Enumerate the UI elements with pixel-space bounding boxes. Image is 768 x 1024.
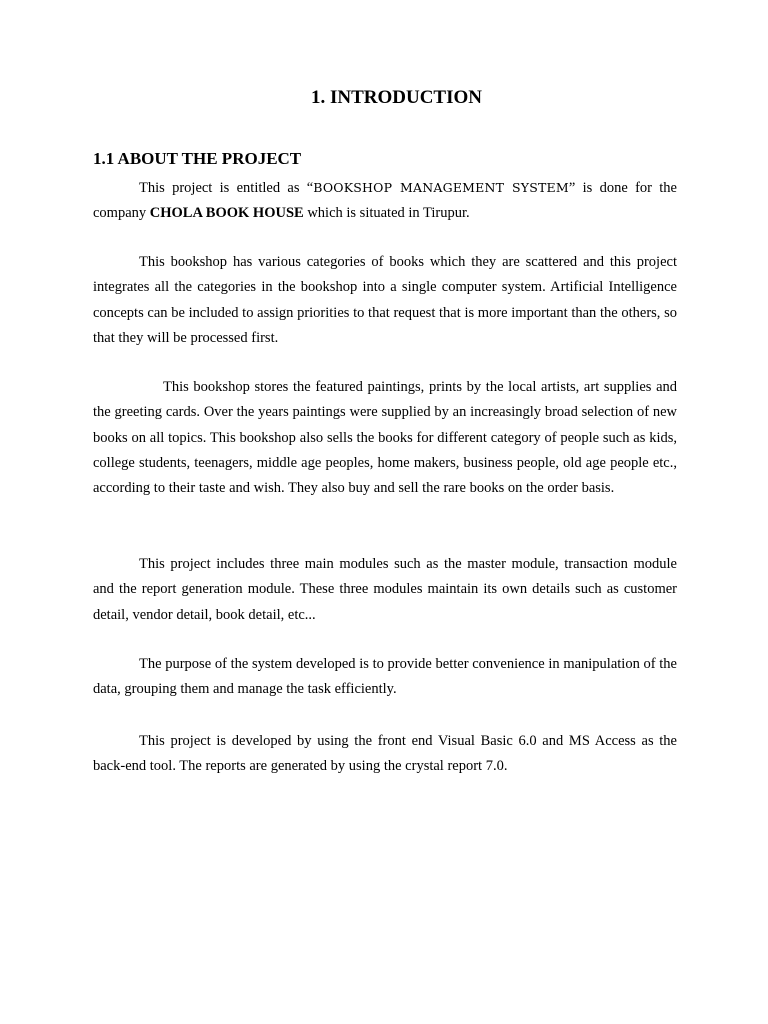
paragraph-project-title [93, 175, 677, 227]
paragraph-text: This bookshop stores the featured paintings, prints by the local artists, art supplies and the greeting cards. Over the years paintings were supplied by an increasingly broad selection of new books on all topics. This bookshop also sells the books for different category of people such as kids, college students, teenagers, middle age peoples, home makers, business people, old age people etc., according to their taste and wish. They also buy and sell the rare books on the order basis. [93, 379, 677, 497]
paragraph-text: This project is developed by using the front end Visual Basic 6.0 and MS Access as the back-end tool. The reports are generated by using the crystal report 7.0. [93, 733, 677, 775]
paragraph-tools [93, 729, 677, 780]
chapter-title: 1. INTRODUCTION [310, 87, 483, 108]
paragraph-modules [93, 552, 677, 628]
paragraph-text: This project is entitled as “ [139, 180, 314, 196]
paragraph-text: which is situated in Tirupur. [303, 205, 470, 222]
paragraph-categories [93, 250, 677, 351]
paragraph-purpose [93, 652, 677, 703]
paragraph-bookshop-stock [93, 375, 677, 501]
section-heading: 1.1 ABOUT THE PROJECT [93, 149, 302, 168]
paragraph-text: The purpose of the system developed is to provide better convenience in manipulation of the data, grouping them and manage the task efficiently. [93, 656, 677, 698]
project-name: BOOKSHOP MANAGEMENT SYSTEM [313, 180, 569, 195]
paragraph-text: This project includes three main modules such as the master module, transaction module and the report generation module. These three modules maintain its own details such as customer detail, vendor detail, book detail, etc... [93, 556, 677, 623]
paragraph-text: This bookshop has various categories of books which they are scattered and this project integrates all the categories in the bookshop into a single computer system. Artificial Intelligence concepts can be included to assign priorities to that request that is more important than the others, so that they will be processed first. [93, 254, 677, 346]
company-name: CHOLA BOOK HOUSE [149, 205, 304, 222]
paragraph-text: ” is done for the company [93, 180, 677, 222]
